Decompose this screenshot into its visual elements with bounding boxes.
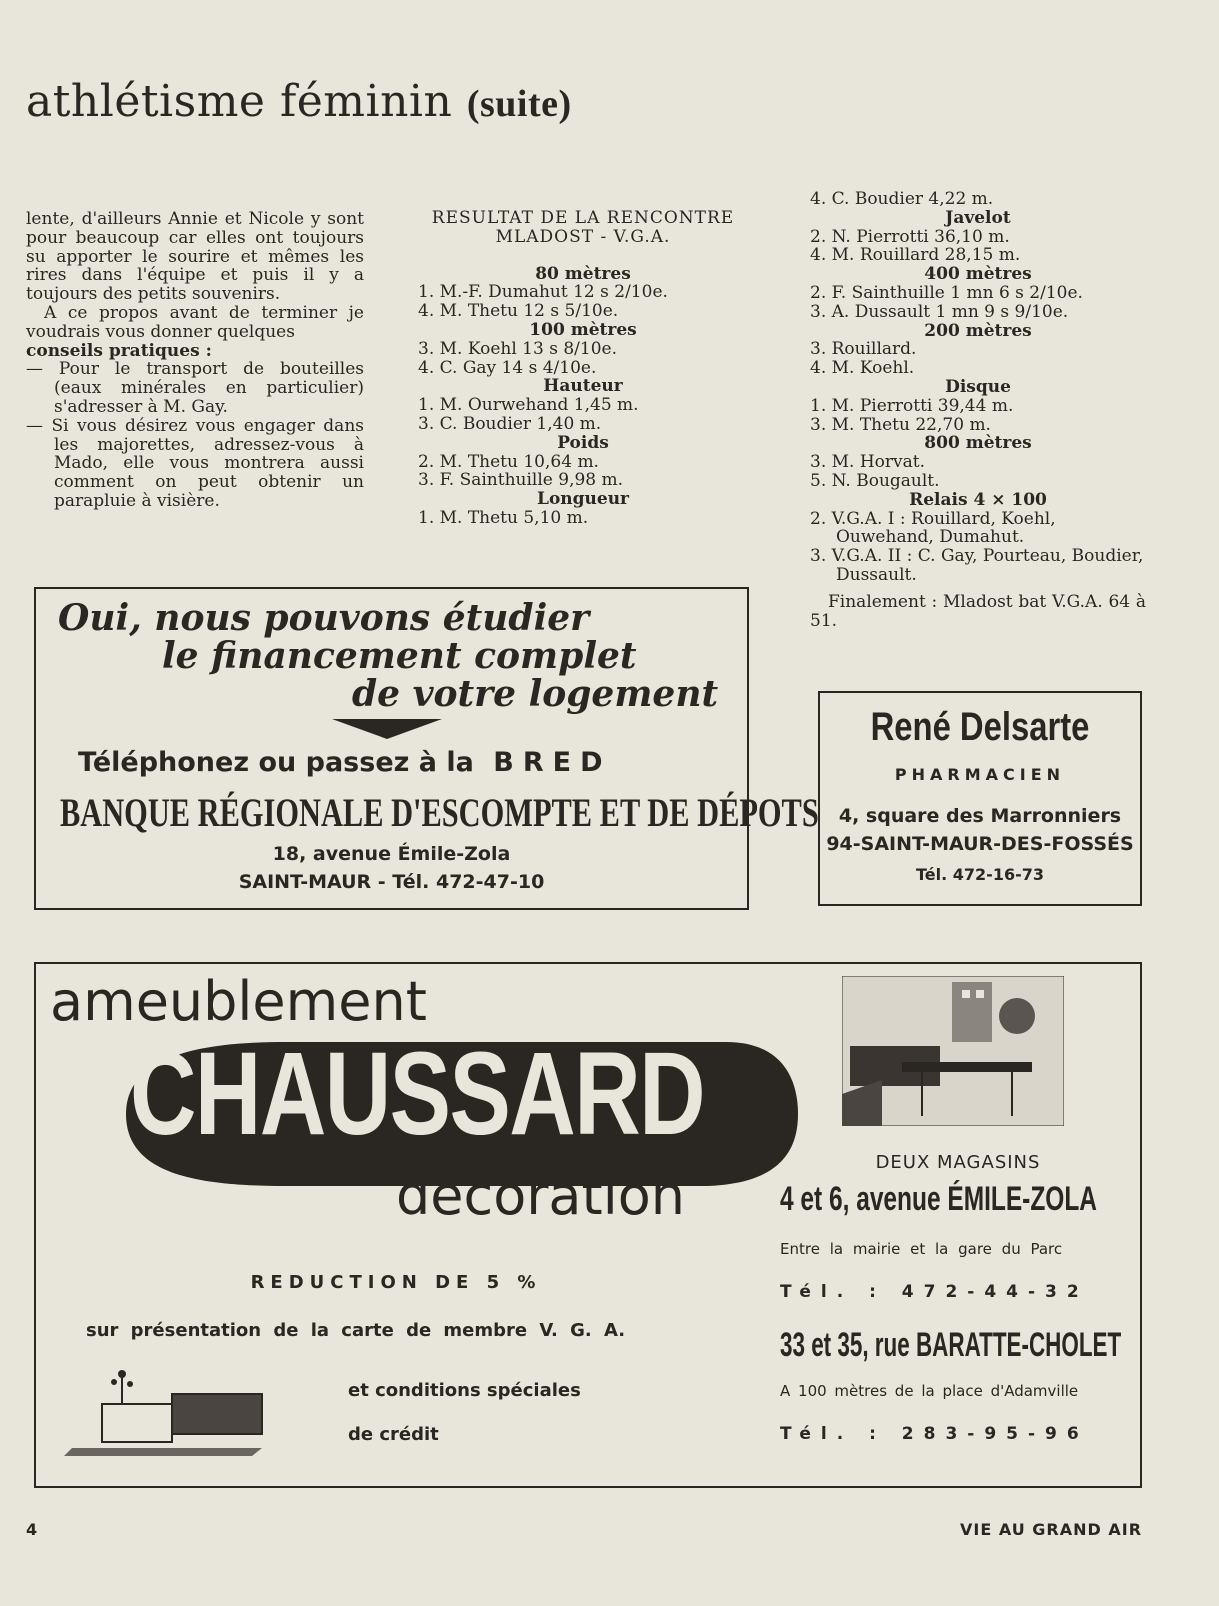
result-line: 3. C. Boudier 1,40 m. — [418, 413, 602, 434]
sofa-illustration — [62, 1364, 272, 1460]
ad-line: de votre logement — [352, 673, 719, 715]
results-heading: RESULTAT DE LA RENCONTRE — [431, 208, 735, 228]
pharmacist-role: PHARMACIEN — [894, 765, 1066, 784]
pharmacy-address: 4, square des Marronniers — [838, 805, 1122, 827]
credit-line-2: de crédit — [348, 1424, 439, 1445]
result-line: 1. M. Pierrotti 39,44 m. — [810, 395, 1014, 416]
results-column-3 — [810, 190, 1146, 630]
dining-room-illustration — [842, 976, 1064, 1126]
event-heading: Poids — [557, 432, 609, 453]
chaussard-advertisement — [34, 962, 1142, 1488]
magazine-name: VIE AU GRAND AIR — [960, 1520, 1143, 1539]
title-text: athlétisme féminin — [26, 76, 453, 127]
event-heading: 800 mètres — [924, 433, 1032, 454]
list-item: — Si vous désirez vous engager dans les majorettes, adressez-vous à Mado, elle vous montrera aussi comment on peut obtenir un parapluie à visière. — [26, 415, 364, 511]
result-line: 2. F. Sainthuille 1 mn 6 s 2/10e. — [810, 282, 1083, 303]
article-column-1 — [26, 210, 364, 511]
credit-line-1: et conditions spéciales — [348, 1380, 581, 1401]
ad-call: Téléphonez ou passez à la — [78, 747, 474, 778]
result-line: 2. M. Thetu 10,64 m. — [418, 451, 599, 472]
event-heading: Relais 4 × 100 — [909, 489, 1047, 510]
results-list — [810, 209, 1146, 585]
store2-location: A 100 mètres de la place d'Adamville — [780, 1382, 1079, 1400]
result-line: 2. N. Pierrotti 36,10 m. — [810, 226, 1010, 247]
ad-call-line — [78, 747, 611, 778]
event-heading: Javelot — [945, 207, 1011, 228]
title-suite: (suite) — [466, 83, 572, 125]
result-line: 3. A. Dussault 1 mn 9 s 9/10e. — [810, 301, 1069, 322]
ad-bottom-word: décoration — [396, 1164, 685, 1227]
result-line: 3. M. Horvat. — [810, 452, 925, 473]
event-heading: Disque — [945, 376, 1011, 397]
result-line: 1. M. Thetu 5,10 m. — [418, 507, 589, 528]
store1-address: 4 et 6, avenue ÉMILE-ZOLA — [780, 1180, 1097, 1218]
result-line: 4. M. Thetu 12 s 5/10e. — [418, 301, 619, 322]
results-list — [418, 265, 748, 528]
bank-name: BANQUE RÉGIONALE D'ESCOMPTE ET DE DÉPOTS — [60, 790, 819, 835]
ad-line: le financement complet — [162, 635, 637, 677]
pharmacist-name: René Delsarte — [870, 705, 1090, 749]
result-line: 3. V.G.A. II : C. Gay, Pourteau, Boudier, Dussault. — [810, 546, 1144, 585]
store2-address: 33 et 35, rue BARATTE-CHOLET — [780, 1326, 1122, 1364]
event-heading: Hauteur — [543, 376, 623, 397]
result-line: 1. M. Ourwehand 1,45 m. — [418, 395, 639, 416]
result-line: 4. M. Rouillard 28,15 m. — [810, 245, 1021, 266]
list-item: — Pour le transport de bouteilles (eaux minérales en particulier) s'adresser à M. Gay. — [26, 359, 364, 417]
reduction-text: REDUCTION DE 5 % — [250, 1272, 542, 1293]
result-line: 3. M. Thetu 22,70 m. — [810, 414, 991, 435]
ad-top-word: ameublement — [50, 970, 427, 1033]
bank-city-tel: SAINT-MAUR - Tél. 472-47-10 — [238, 871, 545, 893]
reduction-condition: sur présentation de la carte de membre V. G. A. — [86, 1320, 626, 1341]
pharmacy-advertisement — [818, 691, 1142, 906]
results-subheading: MLADOST - V.G.A. — [495, 226, 671, 247]
result-line: 5. N. Bougault. — [810, 470, 940, 491]
bank-address: 18, avenue Émile-Zola — [272, 843, 511, 865]
stores-title: DEUX MAGASINS — [875, 1152, 1041, 1173]
result-line: 4. M. Koehl. — [810, 358, 915, 379]
paragraph: A ce propos avant de terminer je voudrais vous donner quelques — [26, 302, 364, 342]
store2-tel: Tél. : 283-95-96 — [780, 1424, 1089, 1444]
result-line: 3. F. Sainthuille 9,98 m. — [418, 470, 624, 491]
pharmacy-tel: Tél. 472-16-73 — [916, 865, 1044, 884]
event-heading: 100 mètres — [529, 319, 637, 340]
result-line: 4. C. Gay 14 s 4/10e. — [418, 357, 597, 378]
arrow-down-icon — [332, 719, 442, 741]
bred-advertisement — [34, 587, 819, 910]
result-line: 2. V.G.A. I : Rouillard, Koehl, Ouwehand, Dumahut. — [810, 508, 1056, 548]
event-heading: 200 mètres — [924, 320, 1032, 341]
store1-tel: Tél. : 472-44-32 — [780, 1282, 1089, 1302]
page-number: 4 — [26, 1520, 38, 1539]
bred-brand: BRED — [493, 747, 612, 778]
event-heading: 400 mètres — [924, 264, 1032, 285]
conseils-heading: conseils pratiques : — [26, 340, 212, 361]
pharmacy-city: 94-SAINT-MAUR-DES-FOSSÉS — [826, 833, 1134, 855]
result-line: 1. M.-F. Dumahut 12 s 2/10e. — [418, 282, 668, 303]
page-title — [26, 76, 572, 127]
event-heading: 80 mètres — [535, 263, 631, 284]
result-line: 4. C. Boudier 4,22 m. — [810, 189, 994, 209]
brand-name: CHAUSSARD — [130, 1028, 705, 1160]
ad-line: Oui, nous pouvons étudier — [58, 597, 590, 639]
results-column-2 — [418, 209, 748, 528]
store1-location: Entre la mairie et la gare du Parc — [780, 1240, 1063, 1258]
result-line: 3. M. Koehl 13 s 8/10e. — [418, 338, 617, 359]
event-heading: Longueur — [536, 489, 630, 510]
paragraph: lente, d'ailleurs Annie et Nicole y sont pour beaucoup car elles ont toujours su apporter le sourire et mêmes les rires dans l'équipe et puis il y a toujours des petits souvenirs. — [26, 209, 364, 305]
result-line: 3. Rouillard. — [810, 339, 917, 360]
final-score: Finalement : Mladost bat V.G.A. 64 à 51. — [810, 591, 1146, 631]
